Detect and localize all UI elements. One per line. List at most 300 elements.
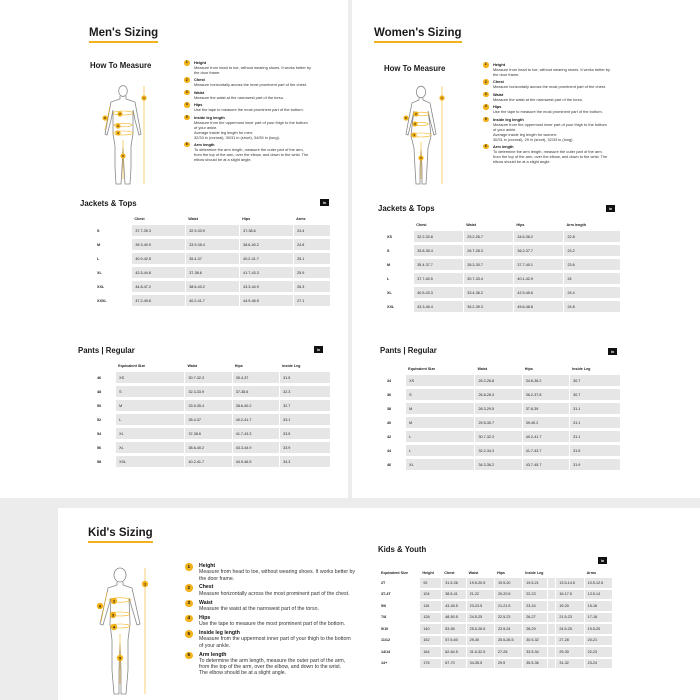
table-cell: 32.3 <box>279 386 330 397</box>
unit-badge: in <box>608 348 617 355</box>
row-label: 50 <box>97 403 102 408</box>
table-cell: 152 <box>419 636 441 646</box>
table-cell: 24.4 <box>293 225 330 236</box>
column-header: Hips <box>496 571 505 575</box>
table-cell: 36.2-39.3 <box>463 301 513 312</box>
table-cell <box>547 624 556 634</box>
measure-item-chest: 2 Chest Measure horizontally across the most prominent part of the chest. <box>484 79 606 90</box>
table-cell: 48-50.5 <box>441 613 465 623</box>
table-cell: 24.8 <box>563 301 620 312</box>
table-cell <box>547 601 556 611</box>
table-cell: 32.3-33.9 <box>184 386 231 397</box>
measure-item-hips: 4 Hips Use the tape to measure the most prominent part of the bottom. <box>185 102 304 113</box>
svg-text:6: 6 <box>405 116 407 120</box>
column-header: Hips <box>234 364 243 368</box>
table-row <box>384 301 620 312</box>
table-cell: M <box>405 417 474 428</box>
table-cell: 34.6-36.2 <box>522 375 569 386</box>
table-cell: 15-16 <box>584 601 612 611</box>
measure-item-chest: 2 Chest Measure horizontally across the most prominent part of the chest. <box>185 584 380 597</box>
table-cell: S <box>405 389 474 400</box>
kids-measure-list <box>185 563 380 679</box>
table-cell: 32.2-34.3 <box>474 445 521 456</box>
table-cell: 34.3 <box>279 456 330 467</box>
measure-item-chest: 2 Chest Measure horizontally across the most prominent part of the chest. <box>185 77 307 88</box>
table-row <box>94 225 330 236</box>
table-cell: 20-20.5 <box>494 590 522 600</box>
table-cell: 24.8 <box>293 239 330 250</box>
column-header: Hips <box>242 217 251 221</box>
row-label: M <box>97 242 101 247</box>
table-cell: 19.5-20.5 <box>466 578 494 588</box>
column-header: Waist <box>187 364 198 368</box>
table-row <box>94 386 330 397</box>
table-cell: XS <box>405 375 474 386</box>
table-cell: 39.3-40.9 <box>131 239 185 250</box>
mens-sizing-page <box>0 0 348 498</box>
table-cell: 23.5-24 <box>494 624 522 634</box>
column-header: Inside Leg <box>572 367 591 371</box>
table-cell <box>547 636 556 646</box>
table-cell: 19.5-20 <box>584 624 612 634</box>
svg-text:4: 4 <box>413 133 415 137</box>
table-header-row <box>94 363 330 369</box>
row-label: 46 <box>97 375 102 380</box>
column-header <box>94 363 115 369</box>
table-cell: 40.2-41.7 <box>185 295 239 306</box>
table-cell: S <box>115 386 184 397</box>
column-header: Hips <box>524 367 533 371</box>
row-label: XL <box>387 290 392 295</box>
row-label: 46 <box>387 462 392 467</box>
row-label: 38 <box>387 406 392 411</box>
table-cell: 22.5-23 <box>494 613 522 623</box>
svg-text:1: 1 <box>143 96 145 100</box>
table-row <box>94 400 330 411</box>
table-cell <box>547 647 556 657</box>
table-cell: 25.2-26.7 <box>463 231 513 242</box>
table-cell: XL <box>115 428 184 439</box>
table-cell: 41.7-43.3 <box>232 428 279 439</box>
svg-text:2: 2 <box>119 112 121 116</box>
column-header: Chest <box>416 223 427 227</box>
table-cell: 40.5-43.3 <box>413 287 463 298</box>
table-cell: 43.3-44.9 <box>232 442 279 453</box>
table-cell: 35.4-37 <box>184 414 231 425</box>
measure-item-inside-leg: 5 Inside leg length Measure from the uppermost inner part of your thigh to the bottom of your ankle. <box>185 630 380 649</box>
table-cell: 23.2 <box>563 245 620 256</box>
table-cell: 24.5-25 <box>555 624 583 634</box>
row-label: XXXL <box>97 298 107 303</box>
title-underline <box>88 541 153 543</box>
male-body-figure-icon <box>96 84 156 190</box>
kids-sizing-page <box>58 508 700 700</box>
table-cell: 40.2-41.7 <box>239 253 293 264</box>
table-row <box>378 578 612 588</box>
table-cell: 57.5-60 <box>441 636 465 646</box>
row-label: 54 <box>97 431 102 436</box>
table-cell: 37.8-39 <box>522 403 569 414</box>
table-cell: 37-38.6 <box>239 225 293 236</box>
measure-item-hips: 4 Hips Use the tape to measure the most prominent part of the bottom. <box>484 104 603 115</box>
column-header: Arm length <box>566 223 586 227</box>
table-row <box>384 431 620 442</box>
column-header: Waist <box>468 571 479 575</box>
table-cell: 23.6 <box>563 259 620 270</box>
table-cell: 35.4-37.7 <box>413 259 463 270</box>
table-cell: 40.1-42.9 <box>513 273 563 284</box>
table-cell: 25.5-26.5 <box>466 624 494 634</box>
column-header: Arms <box>586 571 597 575</box>
table-cell: 36.2-37.8 <box>522 389 569 400</box>
mens-pants-table <box>94 360 330 470</box>
svg-text:3: 3 <box>117 124 119 128</box>
row-label: 44 <box>387 448 392 453</box>
table-cell: 30.7-33.4 <box>463 273 513 284</box>
svg-text:5: 5 <box>118 656 122 661</box>
table-cell <box>547 590 556 600</box>
row-label: 7/8 <box>381 615 387 620</box>
table-cell: 43.3-46.4 <box>413 301 463 312</box>
table-cell: 21-21.5 <box>494 601 522 611</box>
title-underline <box>374 41 462 43</box>
table-row <box>378 659 612 669</box>
table-cell: 33.8-35.4 <box>413 245 463 256</box>
mens-jackets-table <box>94 213 330 309</box>
pants-heading: Pants | Regular <box>380 346 437 355</box>
column-header <box>94 216 131 222</box>
row-label: 34 <box>387 378 392 383</box>
table-cell: L <box>405 445 474 456</box>
table-cell: 31.1 <box>569 431 620 442</box>
svg-text:4: 4 <box>112 625 116 630</box>
table-cell: 25.9 <box>293 267 330 278</box>
child-body-figure-icon <box>90 566 152 700</box>
table-cell: L <box>405 431 474 442</box>
table-cell: 34.3-36.2 <box>474 459 521 470</box>
table-header-row <box>94 216 330 222</box>
column-header: Equivalent Size <box>118 364 146 368</box>
table-cell: 30.7 <box>569 375 620 386</box>
svg-text:4: 4 <box>117 131 119 135</box>
measure-item-height: 1 Height Measure from head to toe, without wearing shoes. It works better by the door frame. <box>484 62 610 77</box>
svg-text:2: 2 <box>415 112 417 116</box>
jackets-heading: Jackets & Tops <box>80 199 137 208</box>
table-cell: 30.7-32.3 <box>474 431 521 442</box>
table-row <box>384 273 620 284</box>
table-cell: 28.3-29.5 <box>474 403 521 414</box>
table-cell: 67-70 <box>441 659 465 669</box>
kids-youth-heading: Kids & Youth <box>378 545 427 554</box>
title-underline <box>89 41 158 43</box>
table-cell: M <box>405 403 474 414</box>
female-body-figure-icon <box>394 84 454 190</box>
row-label: XS <box>387 234 392 239</box>
table-cell: 22.8 <box>563 231 620 242</box>
table-cell: 44.8-47.2 <box>131 281 185 292</box>
table-row <box>378 624 612 634</box>
svg-text:3: 3 <box>111 613 115 618</box>
column-header: Equivalent Size <box>408 367 436 371</box>
column-header <box>384 222 413 228</box>
table-row <box>384 375 620 386</box>
table-cell: 35.4-37 <box>185 253 239 264</box>
table-header-row <box>384 222 620 228</box>
table-cell: 44.9-46.5 <box>232 456 279 467</box>
kids-sizing-title: Kid's Sizing <box>88 527 153 543</box>
table-cell: 19-20 <box>555 601 583 611</box>
svg-text:2: 2 <box>112 599 116 604</box>
table-cell: 24 <box>563 273 620 284</box>
pants-heading: Pants | Regular <box>78 346 135 355</box>
table-row <box>94 267 330 278</box>
table-cell: 31.9 <box>569 459 620 470</box>
table-cell: 23-23.5 <box>466 601 494 611</box>
men-measure-list <box>184 60 344 164</box>
table-cell: 176 <box>419 659 441 669</box>
table-cell: 32.7 <box>279 400 330 411</box>
table-cell: 38.5-41 <box>441 590 465 600</box>
table-row <box>378 636 612 646</box>
table-cell: 27-28 <box>555 636 583 646</box>
table-cell: 37-38.6 <box>184 428 231 439</box>
measure-item-arm-length: 6 Arm length To determine the arm length, measure the outer part of the arm, from the top of the arm, over the elbow, and down to the wrist. The elbow should be at a slight angle. <box>185 141 309 162</box>
women-measure-list <box>483 62 653 166</box>
row-label: 36 <box>387 392 392 397</box>
row-label: XL <box>97 270 102 275</box>
column-header: Chest <box>444 571 455 575</box>
table-cell: 116 <box>419 601 441 611</box>
table-row <box>384 389 620 400</box>
table-cell: 31.5 <box>569 445 620 456</box>
measure-item-inside-leg: 5 Inside leg length Measure from the uppermost inner part of your thigh to the bottom of your ankle. Average inside leg length for women: 30/31 in (normal), 29 in (short), 32/33 in (long). <box>484 116 607 142</box>
table-cell: 37.7-39.3 <box>131 225 185 236</box>
row-label: M <box>387 262 391 267</box>
table-cell: 41.7-43.3 <box>239 267 293 278</box>
table-cell: 45.6-48.8 <box>513 301 563 312</box>
table-cell: 33.5-34 <box>522 647 546 657</box>
how-to-measure-heading: How To Measure <box>90 61 152 70</box>
row-label: 52 <box>97 417 102 422</box>
column-header: Inside Leg <box>282 364 301 368</box>
table-cell: 92 <box>419 578 441 588</box>
table-row <box>378 613 612 623</box>
table-cell: 37-38.6 <box>232 386 279 397</box>
table-cell: 22-23 <box>522 590 546 600</box>
table-cell: 33.5 <box>279 428 330 439</box>
row-label: XXL <box>387 304 395 309</box>
row-label: 42 <box>387 434 392 439</box>
table-row <box>94 456 330 467</box>
table-cell: 17-18 <box>584 613 612 623</box>
table-cell: 36.2-37.7 <box>513 245 563 256</box>
row-label: L <box>97 256 100 261</box>
column-header: Height <box>422 571 434 575</box>
womens-sizing-page <box>352 0 700 498</box>
row-label: 11/12 <box>381 638 391 643</box>
table-header-row <box>378 570 612 576</box>
table-cell: 43.3-44.9 <box>239 281 293 292</box>
table-cell: 31.5-32.5 <box>466 647 494 657</box>
svg-text:6: 6 <box>98 604 102 609</box>
table-cell: 33.9-35.4 <box>184 400 231 411</box>
table-cell: 33.9-35.4 <box>185 239 239 250</box>
table-cell: 23-24 <box>584 659 612 669</box>
table-cell: 44.9-46.5 <box>239 295 293 306</box>
table-row <box>94 442 330 453</box>
table-row <box>94 239 330 250</box>
table-cell: 43.7-45.7 <box>522 459 569 470</box>
womens-pants-table <box>384 363 620 473</box>
table-cell: 19.5-21 <box>522 578 546 588</box>
column-header: Inside Leg <box>525 571 544 575</box>
table-cell: 42.9-45.6 <box>513 287 563 298</box>
row-label: 9/10 <box>381 626 389 631</box>
table-cell: 37.7-40.1 <box>513 259 563 270</box>
table-cell: 35.5-36 <box>522 659 546 669</box>
column-header <box>384 366 405 372</box>
table-row <box>384 417 620 428</box>
table-cell: 43-45.5 <box>441 601 465 611</box>
measure-item-waist: 3 Waist Measure the waist at the narrowest part of the torso. <box>185 89 284 100</box>
table-cell: 20-21 <box>584 636 612 646</box>
row-label: 56 <box>97 445 102 450</box>
column-header: Chest <box>134 217 145 221</box>
table-cell: 25.5-26.5 <box>494 636 522 646</box>
table-cell: XL <box>405 459 474 470</box>
table-cell: 34-35.5 <box>466 659 494 669</box>
table-cell: 23-24 <box>522 601 546 611</box>
row-label: 2T <box>381 580 386 585</box>
table-cell: 140 <box>419 624 441 634</box>
row-label: 40 <box>387 420 392 425</box>
measure-item-height: 1 Height Measure from head to toe, without wearing shoes. It works better by the door frame. <box>185 563 380 582</box>
column-header: Arms <box>296 217 306 221</box>
table-cell <box>547 613 556 623</box>
table-cell: 38.6-40.2 <box>232 400 279 411</box>
table-cell: 24.4 <box>563 287 620 298</box>
table-row <box>384 231 620 242</box>
table-cell <box>547 578 556 588</box>
table-cell: 32.2-33.8 <box>413 231 463 242</box>
measure-item-arm-length: 6 Arm length To determine the arm length, measure the outer part of the arm, from the top of the arm, over the elbow, and down to the wrist. The elbow should be at a slight angle. <box>185 652 380 677</box>
column-header: Equivalent Size <box>381 571 409 575</box>
table-cell: 31.1 <box>569 417 620 428</box>
table-row <box>384 287 620 298</box>
row-label: XXL <box>97 284 105 289</box>
table-cell: 31.5-36 <box>441 578 465 588</box>
kids-youth-table <box>378 568 612 670</box>
table-row <box>94 372 330 383</box>
row-label: 3T-4T <box>381 592 391 597</box>
table-cell: 16-17.5 <box>555 590 583 600</box>
table-cell: 13.5-14.5 <box>555 578 583 588</box>
unit-badge: in <box>320 199 329 206</box>
table-cell: 40.2-41.7 <box>522 431 569 442</box>
table-row <box>384 245 620 256</box>
table-cell: 37.7-40.5 <box>413 273 463 284</box>
unit-badge: in <box>606 205 615 212</box>
how-to-measure-heading: How To Measure <box>384 64 446 73</box>
table-cell: 40.9-42.5 <box>131 253 185 264</box>
table-cell: 27-28 <box>494 647 522 657</box>
table-cell: XL <box>115 442 184 453</box>
table-cell: 27.1 <box>293 295 330 306</box>
table-row <box>384 259 620 270</box>
table-cell: 28-29 <box>522 624 546 634</box>
table-cell: 30.7 <box>569 389 620 400</box>
row-label: 58 <box>97 459 102 464</box>
table-cell: 26-27 <box>522 613 546 623</box>
table-row <box>94 414 330 425</box>
row-label: 14/14 <box>381 649 391 654</box>
mens-sizing-title: Men's Sizing <box>89 27 158 43</box>
measure-item-waist: 3 Waist Measure the waist at the narrowest part of the torso. <box>484 91 583 102</box>
table-cell: 13.5-14 <box>584 590 612 600</box>
table-cell: 38.6-40.2 <box>184 442 231 453</box>
table-cell: 21-22 <box>466 590 494 600</box>
table-cell: 35.4-37 <box>232 372 279 383</box>
unit-badge: in <box>314 346 323 353</box>
table-cell: 25.2-26.8 <box>474 375 521 386</box>
table-cell: L <box>115 414 184 425</box>
table-cell: 26.7-28.3 <box>463 245 513 256</box>
table-cell: 26.8-28.3 <box>474 389 521 400</box>
table-row <box>94 428 330 439</box>
row-label: S <box>387 248 390 253</box>
table-cell: 22-23 <box>584 647 612 657</box>
svg-text:5: 5 <box>420 156 422 160</box>
table-cell: 38.6-40.2 <box>185 281 239 292</box>
table-cell: 62-64.5 <box>441 647 465 657</box>
table-cell: 32.9-33.9 <box>185 225 239 236</box>
jackets-heading: Jackets & Tops <box>378 204 435 213</box>
row-label: 14+ <box>381 661 388 666</box>
table-cell: 33.9 <box>279 442 330 453</box>
table-cell: 33.1 <box>279 414 330 425</box>
table-cell: 30.5-32 <box>522 636 546 646</box>
table-cell: 47.2-49.6 <box>131 295 185 306</box>
unit-badge: in <box>598 557 607 564</box>
table-cell: 28.3-30.7 <box>463 259 513 270</box>
table-cell: 24.5-25 <box>466 613 494 623</box>
table-cell: 104 <box>419 590 441 600</box>
svg-text:5: 5 <box>122 154 124 158</box>
row-label: 5/6 <box>381 603 387 608</box>
row-label: 48 <box>97 389 102 394</box>
table-cell: 53-55 <box>441 624 465 634</box>
table-cell: 38.6-40.2 <box>239 239 293 250</box>
svg-text:6: 6 <box>104 116 106 120</box>
measure-item-inside-leg: 5 Inside leg length Measure from the uppermost inner part of your thigh to the bottom of your ankle. Average inside leg length for men: 32/33 in (normal), 30/31 in (short), 34/35 in (long). <box>185 114 308 140</box>
row-label: S <box>97 228 100 233</box>
table-row <box>378 647 612 657</box>
column-header: Waist <box>188 217 198 221</box>
table-cell: 34.6-36.2 <box>513 231 563 242</box>
table-row <box>94 295 330 306</box>
table-cell: 37-38.6 <box>185 267 239 278</box>
svg-text:1: 1 <box>441 96 443 100</box>
table-cell: 30.7-32.3 <box>184 372 231 383</box>
table-cell: XXL <box>115 456 184 467</box>
svg-text:1: 1 <box>143 582 147 587</box>
table-cell: 40.2-41.7 <box>184 456 231 467</box>
table-cell: 21.5-23 <box>555 613 583 623</box>
table-row <box>384 459 620 470</box>
column-header: Waist <box>477 367 488 371</box>
table-cell: 29.5 <box>494 659 522 669</box>
table-header-row <box>384 366 620 372</box>
